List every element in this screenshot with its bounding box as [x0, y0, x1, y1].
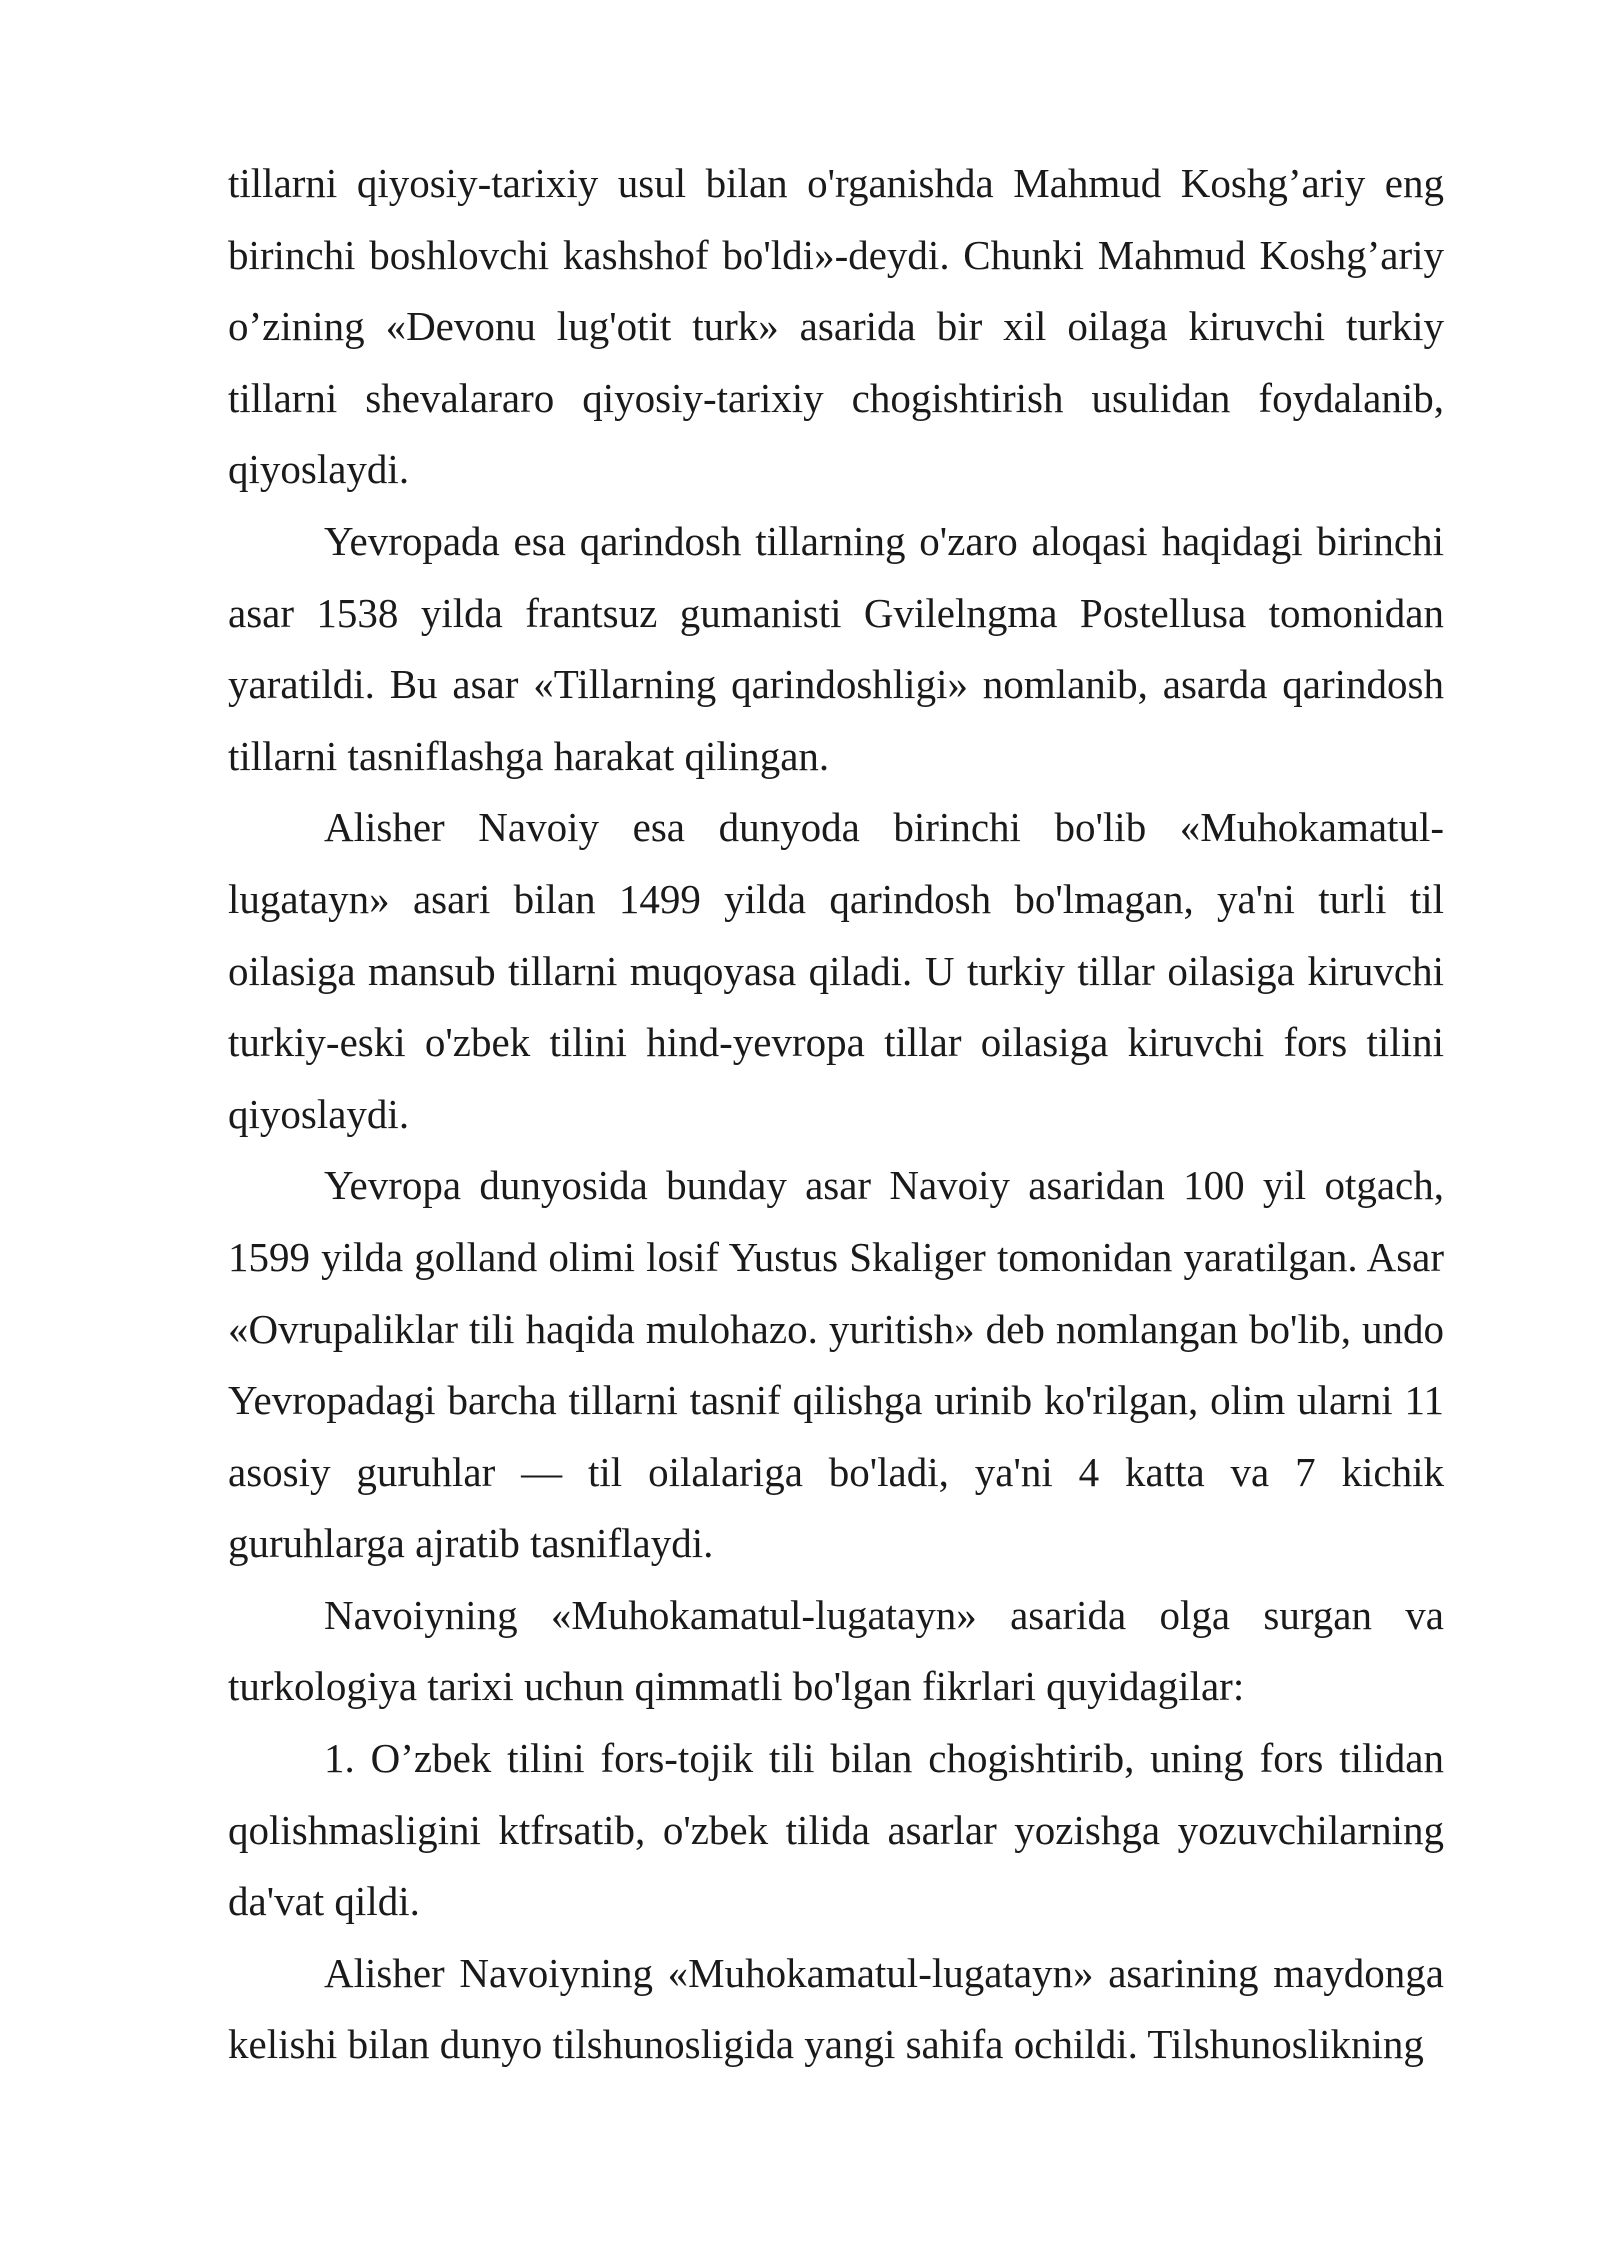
paragraph-continuation: tillarni qiyosiy-tarixiy usul bilan o'rganishda Mahmud Koshg’ariy eng birinchi boshlovchi kashshof bo'ldi»-deydi. Chunki Mahmud Koshg’ariy o’zining «Devonu lug'otit turk» asarida bir xil oilaga kiruvchi turkiy tillarni shevalararo qiyosiy-tarixiy chogishtirish usulidan foydalanib, qiyoslaydi.: [228, 160, 1444, 493]
paragraph-europe-1538: Yevropada esa qarindosh tillarning o'zaro aloqasi haqidagi birinchi asar 1538 yilda frantsuz gumanisti Gvilelngma Postellusa tomonidan yaratildi. Bu asar «Tillarning qarindoshligi» nomlanib, asarda qarindosh tillarni tasniflashga harakat qilingan.: [228, 517, 1444, 779]
paragraph-list-item-1: 1. O’zbek tilini fors-tojik tili bilan chogishtirib, uning fors tilidan qolishmasligini ktfrsatib, o'zbek tilida asarlar yozishga yozuvchilarning da'vat qildi.: [228, 1735, 1444, 1925]
paragraph-scaliger-1599: Yevropa dunyosida bunday asar Navoiy asaridan 100 yil otgach, 1599 yilda golland olimi losif Yustus Skaliger tomonidan yaratilgan. Asar «Ovrupaliklar tili haqida mulohazo. yuritish» deb nomlangan bo'lib, undo Yevropadagi barcha tillarni tasnif qilishga urinib ko'rilgan, olim ularni 11 asosiy guruhlar — til oilalariga bo'ladi, ya'ni 4 katta va 7 kichik guruhlarga ajratib tasniflaydi.: [228, 1162, 1444, 1567]
paragraph-navoiy-ideas: Navoiyning «Muhokamatul-lugatayn» asarida olga surgan va turkologiya tarixi uchun qimmatli bo'lgan fikrlari quyidagilar:: [228, 1591, 1444, 1710]
paragraph-navoiy-1499: Alisher Navoiy esa dunyoda birinchi bo'lib «Muhokamatul-lugatayn» asari bilan 1499 yilda qarindosh bo'lmagan, ya'ni turli til oilasiga mansub tillarni muqoyasa qiladi. U turkiy tillar oilasiga kiruvchi turkiy-eski o'zbek tilini hind-yevropa tillar oilasiga kiruvchi fors tilini qiyoslaydi.: [228, 804, 1444, 1137]
paragraph-new-page: Alisher Navoiyning «Muhokamatul-lugatayn» asarining maydonga kelishi bilan dunyo tilshunosligida yangi sahifa ochildi. Tilshunoslikning: [228, 1949, 1444, 2068]
document-body: [228, 148, 1444, 2081]
